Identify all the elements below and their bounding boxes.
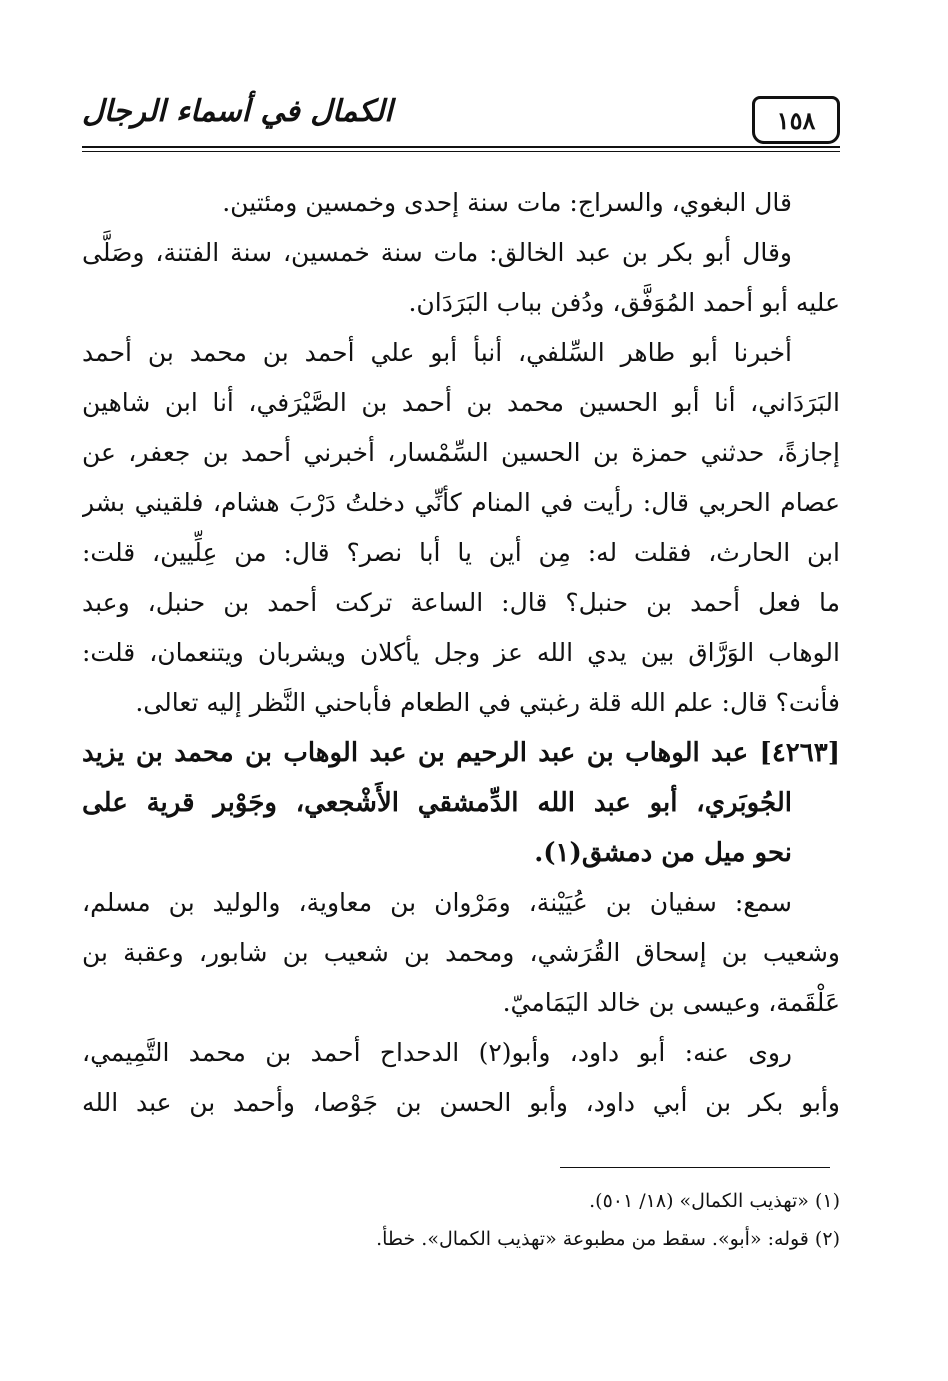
entry-heading-line: [٤٢٦٣] عبد الوهاب بن عبد الرحيم بن عبد الوهاب بن محمد بن يزيد <box>82 738 840 768</box>
text-line: عليه أبو أحمد المُوَفَّق، ودُفن بباب البَرَدَان. <box>408 288 840 317</box>
text-line: وشعيب بن إسحاق القُرَشي، ومحمد بن شعيب بن شابور، وعقبة بن <box>82 938 840 967</box>
book-title: الكمال في أسماء الرجال <box>82 94 393 129</box>
text-line: سمع: سفيان بن عُيَيْنة، ومَرْوان بن معاوية، والوليد بن مسلم، <box>82 888 792 917</box>
text-line: ابن الحارث، فقلت له: مِن أين يا أبا نصر؟ قال: من عِلِّيين، قلت: <box>82 538 840 567</box>
text-line: قال البغوي، والسراج: مات سنة إحدى وخمسين ومئتين. <box>222 188 792 217</box>
footnote-separator <box>560 1167 830 1168</box>
entry-heading-line: نحو ميل من دمشق(١). <box>534 838 792 868</box>
main-text <box>82 178 840 1128</box>
text-line: البَرَدَاني، أنا أبو الحسين محمد بن أحمد بن الصَّيْرَفي، أنا ابن شاهين <box>82 388 840 417</box>
text-line: ما فعل أحمد بن حنبل؟ قال: الساعة تركت أحمد بن حنبل، وعبد <box>82 588 840 617</box>
page-header <box>82 88 840 150</box>
page-number: ١٥٨ <box>752 96 840 144</box>
text-line: فأنت؟ قال: علم الله قلة رغبتي في الطعام فأباحني النَّظر إليه تعالى. <box>135 688 840 717</box>
footnote-1: (١) «تهذيب الكمال» (١٨/ ٥٠١). <box>589 1190 840 1212</box>
text-line: عَلْقَمة، وعيسى بن خالد اليَمَاميّ. <box>502 988 840 1017</box>
text-line: أخبرنا أبو طاهر السِّلفي، أنبأ أبو علي أحمد بن محمد بن أحمد <box>82 338 792 367</box>
text-line: وأبو بكر بن أبي داود، وأبو الحسن بن جَوْصا، وأحمد بن عبد الله <box>82 1088 840 1117</box>
header-rule <box>82 146 840 148</box>
entry-heading-line: الجُوبَري، أبو عبد الله الدِّمشقي الأَشْجعي، وجَوْبر قرية على <box>82 788 792 818</box>
footnote-2: (٢) قوله: «أبو». سقط من مطبوعة «تهذيب الكمال». خطأ. <box>376 1228 840 1250</box>
text-line: وقال أبو بكر بن عبد الخالق: مات سنة خمسين، سنة الفتنة، وصَلَّى <box>82 238 792 267</box>
footnotes <box>82 1182 840 1258</box>
text-line: إجازةً، حدثني حمزة بن الحسين السِّمْسار، أخبرني أحمد بن جعفر، عن <box>82 438 840 467</box>
text-line: الوهاب الوَرَّاق بين يدي الله عز وجل يأكلان ويشربان ويتنعمان، قلت: <box>82 638 840 667</box>
text-line: روى عنه: أبو داود، وأبو(٢) الدحداح أحمد بن محمد التَّمِيمي، <box>82 1038 792 1067</box>
header-rule-thin <box>82 151 840 152</box>
text-line: عصام الحربي قال: رأيت في المنام كأنِّي دخلتُ دَرْبَ هشام، فلقيني بشر <box>82 488 840 517</box>
